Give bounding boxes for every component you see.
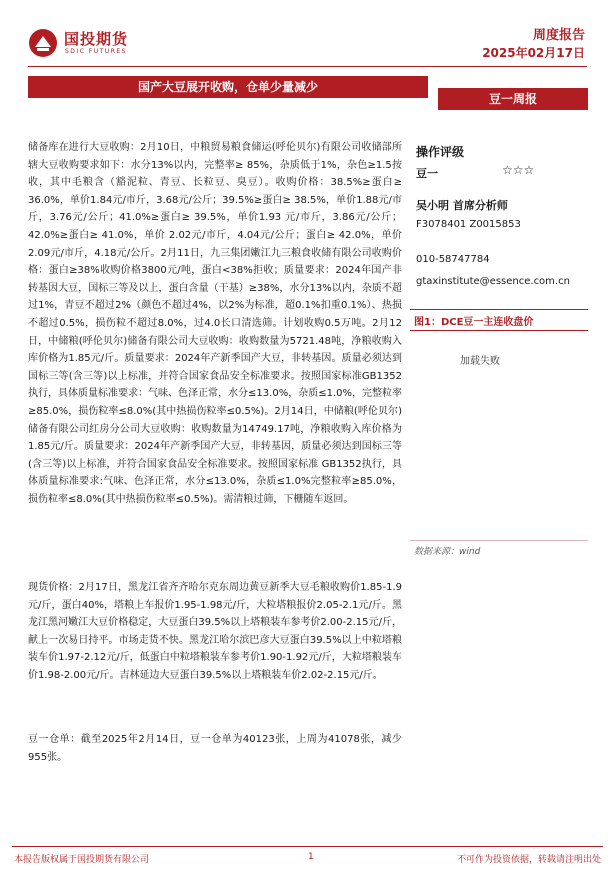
paragraph-purchase-text: 储备库在进行大豆收购：2月10日，中粮贸易粮食储运(呼伦贝尔)有限公司收储部所辖大豆收购要求如下：水分13%以内，完整率≥ 85%，杂质低于1%，杂色≥1.5按收，其中毛粮含（豁泥粒、青豆、长粒豆、臭豆）。收购价格：38.5%≥蛋白≥ 36.0%，单价1.84元/市斤，3.68元/公斤；39.5%≥蛋白≥ 38.5%，单价1.88元/市斤，3.76元/公斤；41.0%≥蛋白≥ 39.5%，单价1.93 元/市斤，3.86元/公斤；42.0%≥蛋白≥ 41.0%，单价 2.02元/市斤，4.04元/公斤；蛋白≥ 42.0%，单价2.09元/市斤，4.18元/公斤。2月11日，九三集团嫩江九三粮食收储有限公司收购价格：蛋白≥38%收购价格3800元/吨，蛋白<38%拒收；质量要求：2024年国产非转基因大豆，国标三等及以上，蛋白含量（干基）≥38%，水分13%以内，杂质不超过1%，青豆不超过2%（颜色不超过4%，以2%为标准，超0.1%扣重0.1%）、热损不超过0.5%，损伤粒不超过8.0%，过4.0长口清选筛。计划收购0.5万吨。2月12日，中储粮(呼伦贝尔)储备有限公司大豆收购：收购数量为5721.48吨，净粮收购入库价格为1.85元/斤。质量要求：2024年产新季国产大豆，非转基因。质量必须达到国标三等(含三等)以上标准，并符合国家食品安全标准要求。按照国家标准GB1352执行，具体质量标准要求：气味、色泽正常，水分≤13.0%，杂质≤1.0%，完整粒率≥85.0%，损伤粒率≤8.0%(其中热损伤粒率≤0.5%)。2月14日，中储粮(呼伦贝尔)储备有限公司红房分公司大豆收购：收购数量为14749.17吨，净粮收购入库价格为1.85元/斤。质量要求：2024年产新季国产大豆，非转基因，质量必须达到国标三等(含三等)以上标准，并符合国家食品安全标准要求。按照国家标准 GB1352执行，具体质量标准要求:气味、色泽正常，水分≤13.0%，杂质≤1.0%完整粒率≥85.0%，损伤粒率≤8.0%(其中热损伤粒率≤0.5%)。需清粮过筛，下栅随车返回。 — [28, 142, 402, 505]
paragraph-warehouse-receipt — [28, 731, 402, 766]
report-type: 周度报告 — [532, 28, 585, 43]
header-divider — [28, 66, 587, 67]
paragraph-purchase — [28, 139, 402, 508]
footer-divider — [12, 846, 603, 847]
company-logo — [28, 26, 148, 62]
paragraph-spot-price — [28, 579, 402, 685]
figure-divider-bottom — [410, 330, 588, 331]
logo-text-cn: 国投期货 — [64, 30, 129, 48]
analyst-phone: 010-58747784 — [416, 254, 490, 265]
figure-source: 数据来源：wind — [414, 547, 481, 557]
analyst-name: 吴小明 首席分析师 — [416, 199, 508, 212]
analyst-certificate: F3078401 Z0015853 — [416, 219, 521, 230]
rating-item: 豆一 — [416, 167, 438, 180]
footer-disclaimer: 不可作为投资依据，转载请注明出处 — [456, 855, 601, 865]
report-tag: 豆一周报 — [438, 88, 588, 110]
figure-title: 图1：DCE豆一主连收盘价 — [414, 317, 534, 328]
report-date: 2025年02月17日 — [482, 46, 585, 60]
page-number: 1 — [308, 852, 314, 862]
footer-copyright: 本报告版权属于国投期货有限公司 — [14, 855, 150, 865]
figure-source-divider — [410, 540, 588, 541]
rating-title: 操作评级 — [416, 145, 465, 159]
paragraph-spot-price-text: 现货价格：2月17日，黑龙江省齐齐哈尔克东周边黄豆新季大豆毛粮收购价1.85-1.9元/斤，蛋白40%，塔粮上车报价1.95-1.98元/斤，大粒塔粮报价2.05-2.1元/斤。黑龙江黑河嫩江大豆价格稳定，大豆蛋白39.5%以上塔粮装车参考价2.00-2.15元/斤，献上一次易日持平。市场走货不快。黑龙江哈尔滨巴彦大豆蛋白39.5%以上中粒塔粮装车价1.97-2.12元/斤，低蛋白中粒塔粮装车参考价1.90-1.92元/斤，大粒塔粮装车价1.98-2.00元/斤。吉林延边大豆蛋白39.5%以上塔粮装车价2.02-2.15元/斤。 — [28, 582, 402, 681]
page-title: 国产大豆展开收购，仓单少量减少 — [28, 76, 428, 98]
figure-divider-top — [410, 309, 588, 310]
logo-text-en: SDIC FUTURES — [65, 48, 127, 55]
rating-stars-icon: ☆☆☆ — [502, 163, 535, 177]
paragraph-warehouse-receipt-text: 豆一仓单：截至2025年2月14日，豆一仓单为40123张，上周为41078张，减少955张。 — [28, 734, 402, 763]
logo-mark-icon — [28, 28, 58, 58]
figure-load-failed-text: 加载失败 — [460, 356, 500, 367]
analyst-email[interactable]: gtaxinstitute@essence.com.cn — [416, 276, 570, 287]
